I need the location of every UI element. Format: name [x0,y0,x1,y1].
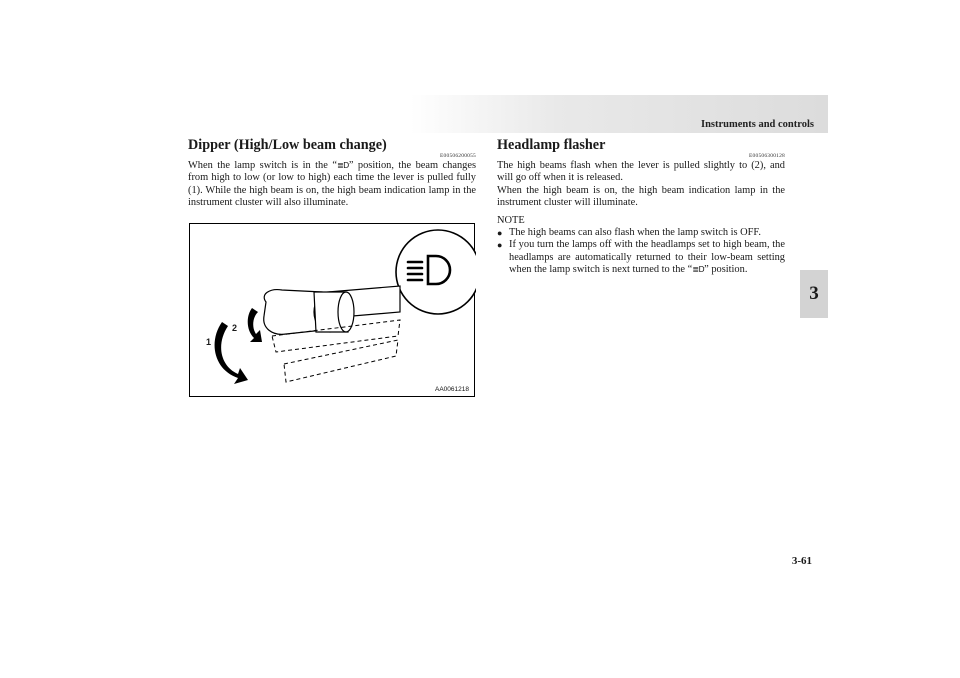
high-beam-icon: ≣D [336,161,349,170]
note-text: If you turn the lamps off with the headlamps set to high beam, the headlamps are automatically returned to their low-beam setting when the lamp switch is next turned to the “ [509,239,785,276]
bullet-icon: ● [497,240,503,251]
section-code-flasher: E00506300128 [748,153,785,159]
chapter-tab: 3 [800,270,828,318]
header-title: Instruments and controls [701,119,814,130]
lever-illustration [190,224,476,398]
high-beam-indicator-circle [396,230,476,314]
note-text: The high beams can also flash when the lamp switch is OFF. [509,227,761,239]
note-item [497,227,785,239]
text-fragment: When the lamp switch is in the “ [188,160,337,171]
lever-figure [189,223,475,397]
section-headlamp-flasher [497,136,785,277]
paragraph-dipper [188,160,476,210]
heading-headlamp-flasher: Headlamp flasher [497,137,606,153]
figure-code: AA0061218 [435,386,469,393]
section-dipper [188,136,476,210]
text-fragment: ” position, the beam changes from high to low (or low to high) each time the lever is pulled fully (1). While the high beam is on, the high beam indication lamp in the instrument cluster will also illuminate. [188,160,476,209]
heading-dipper: Dipper (High/Low beam change) [188,137,387,153]
lever-stalk [264,286,400,334]
figure-label-2: 2 [232,323,238,333]
note-text: ” position. [704,264,748,276]
note-label: NOTE [497,214,525,226]
high-beam-icon: ≣D [692,265,705,275]
arrow-2 [248,308,262,342]
section-code-dipper: E00506200055 [439,153,476,159]
paragraph-flasher-2: When the high beam is on, the high beam indication lamp in the instrument cluster will illuminate. [497,184,785,209]
note-list [497,227,785,277]
paragraph-flasher-1: The high beams flash when the lever is pulled slightly to (2), and will go off when it is released. [497,160,785,184]
bullet-icon: ● [497,228,503,239]
page-number: 3-61 [791,555,812,567]
figure-label-1: 1 [206,337,212,347]
note-item [497,239,785,276]
